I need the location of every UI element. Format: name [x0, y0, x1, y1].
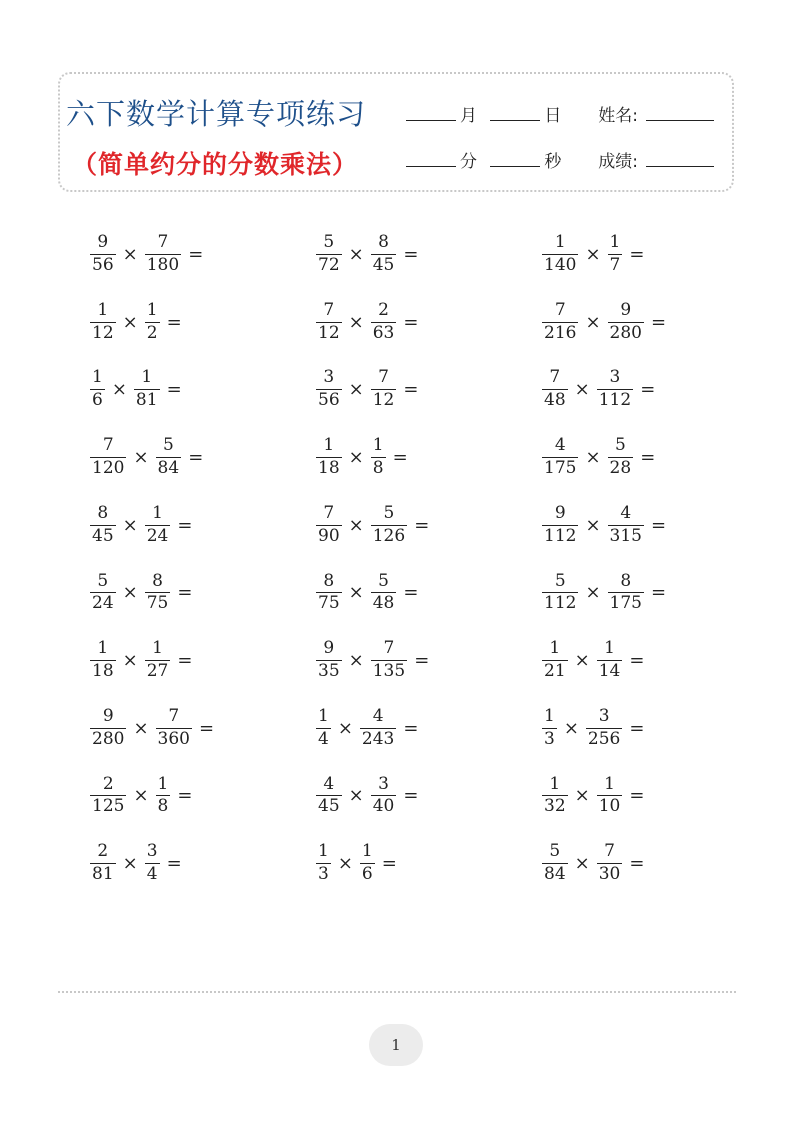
- fraction-left: [542, 640, 568, 681]
- denominator: 8: [157, 796, 169, 817]
- fraction-right: [608, 570, 644, 614]
- times-sign: ×: [574, 379, 590, 401]
- equals-sign: =: [403, 243, 419, 265]
- problem-item: [88, 502, 197, 546]
- times-sign: ×: [574, 853, 590, 875]
- fraction-right: [608, 234, 623, 275]
- numerator: 5: [162, 435, 174, 456]
- denominator: 81: [92, 864, 114, 885]
- numerator: 5: [549, 841, 561, 862]
- denominator: 30: [598, 864, 621, 885]
- times-sign: ×: [348, 582, 364, 604]
- fraction-left: [90, 640, 116, 681]
- fraction-left: [90, 570, 116, 614]
- problem-item: [540, 369, 660, 410]
- fraction-right: [360, 705, 396, 749]
- equals-sign: =: [392, 446, 408, 468]
- denominator: 243: [361, 728, 395, 749]
- numerator: 7: [604, 841, 615, 862]
- equals-sign: =: [403, 311, 419, 333]
- denominator: 24: [92, 593, 114, 614]
- denominator: 12: [318, 322, 340, 343]
- times-sign: ×: [337, 717, 353, 739]
- numerator: 7: [102, 435, 114, 456]
- fraction-right: [608, 502, 644, 546]
- numerator: 7: [554, 299, 566, 320]
- numerator: 1: [544, 705, 555, 726]
- numerator: 4: [372, 705, 384, 726]
- fraction-left: [542, 773, 568, 817]
- fraction-left: [90, 369, 105, 410]
- denominator: 63: [372, 322, 395, 343]
- numerator: 1: [549, 638, 561, 659]
- denominator: 112: [598, 390, 632, 411]
- numerator: 9: [554, 502, 566, 523]
- numerator: 3: [598, 705, 610, 726]
- denominator: 2: [146, 322, 158, 343]
- denominator: 48: [544, 390, 566, 411]
- fraction-left: [316, 705, 331, 749]
- fraction-right: [145, 843, 160, 884]
- denominator: 21: [544, 661, 566, 682]
- problem-item: [88, 437, 208, 478]
- fraction-left: [90, 234, 116, 275]
- problem-item: [88, 640, 197, 681]
- second-label: 秒: [544, 152, 562, 172]
- numerator: 3: [323, 367, 335, 388]
- equals-sign: =: [651, 311, 667, 333]
- equals-sign: =: [177, 582, 193, 604]
- times-sign: ×: [133, 446, 149, 468]
- numerator: 9: [323, 638, 335, 659]
- denominator: 45: [318, 796, 340, 817]
- problem-item: [314, 705, 423, 749]
- fraction-left: [542, 299, 578, 343]
- numerator: 1: [318, 705, 329, 726]
- times-sign: ×: [585, 243, 601, 265]
- numerator: 1: [323, 435, 335, 456]
- times-sign: ×: [133, 717, 149, 739]
- numerator: 3: [609, 367, 621, 388]
- times-sign: ×: [122, 853, 138, 875]
- fraction-right: [145, 234, 181, 275]
- fraction-right: [145, 299, 160, 343]
- denominator: 360: [157, 728, 190, 749]
- fraction-left: [542, 437, 578, 478]
- denominator: 45: [372, 254, 395, 275]
- numerator: 1: [372, 435, 384, 456]
- denominator: 48: [372, 593, 395, 614]
- numerator: 1: [146, 299, 158, 320]
- numerator: 1: [97, 638, 109, 659]
- numerator: 1: [554, 232, 566, 252]
- denominator: 10: [598, 796, 621, 817]
- equals-sign: =: [177, 785, 193, 807]
- numerator: 7: [323, 299, 335, 320]
- equals-sign: =: [188, 446, 204, 468]
- numerator: 4: [554, 435, 566, 456]
- times-sign: ×: [348, 379, 364, 401]
- fraction-left: [542, 570, 578, 614]
- denominator: 6: [92, 390, 103, 411]
- problem-item: [314, 640, 434, 681]
- worksheet-subtitle: （简单约分的分数乘法）: [72, 150, 359, 179]
- problem-item: [314, 369, 423, 410]
- equals-sign: =: [629, 853, 645, 875]
- times-sign: ×: [585, 446, 601, 468]
- times-sign: ×: [122, 514, 138, 536]
- numerator: 1: [318, 841, 329, 862]
- numerator: 5: [323, 232, 335, 252]
- denominator: 18: [318, 457, 340, 478]
- fraction-left: [90, 299, 116, 343]
- problem-item: [88, 773, 197, 817]
- times-sign: ×: [133, 785, 149, 807]
- problem-item: [88, 843, 187, 884]
- fraction-left: [542, 234, 578, 275]
- equals-sign: =: [403, 379, 419, 401]
- denominator: 56: [92, 254, 114, 275]
- denominator: 315: [609, 525, 642, 546]
- numerator: 1: [157, 773, 169, 794]
- numerator: 7: [378, 367, 389, 388]
- fraction-right: [586, 705, 622, 749]
- fraction-right: [145, 502, 171, 546]
- equals-sign: =: [651, 514, 667, 536]
- numerator: 8: [97, 502, 109, 523]
- denominator: 8: [372, 457, 384, 478]
- numerator: 1: [361, 841, 373, 862]
- times-sign: ×: [348, 446, 364, 468]
- denominator: 14: [598, 661, 621, 682]
- numerator: 5: [378, 570, 389, 591]
- equals-sign: =: [629, 243, 645, 265]
- numerator: 7: [157, 232, 169, 252]
- problem-item: [314, 773, 423, 817]
- denominator: 12: [92, 322, 114, 343]
- times-sign: ×: [122, 243, 138, 265]
- fraction-right: [371, 437, 386, 478]
- fraction-right: [597, 773, 623, 817]
- problem-item: [314, 437, 413, 478]
- numerator: 1: [141, 367, 153, 388]
- numerator: 9: [97, 232, 109, 252]
- numerator: 7: [323, 502, 335, 523]
- problem-item: [540, 640, 649, 681]
- times-sign: ×: [585, 582, 601, 604]
- equals-sign: =: [403, 582, 419, 604]
- denominator: 90: [318, 525, 340, 546]
- times-sign: ×: [585, 311, 601, 333]
- denominator: 27: [146, 661, 169, 682]
- worksheet-title: 六下数学计算专项练习: [66, 97, 367, 131]
- equals-sign: =: [199, 717, 215, 739]
- fraction-right: [608, 299, 644, 343]
- fraction-right: [371, 502, 407, 546]
- equals-sign: =: [629, 785, 645, 807]
- equals-sign: =: [629, 650, 645, 672]
- numerator: 1: [97, 299, 109, 320]
- times-sign: ×: [122, 650, 138, 672]
- times-sign: ×: [563, 717, 579, 739]
- times-sign: ×: [348, 650, 364, 672]
- fraction-left: [316, 640, 342, 681]
- fraction-right: [134, 369, 160, 410]
- denominator: 81: [135, 390, 158, 411]
- times-sign: ×: [585, 514, 601, 536]
- denominator: 280: [92, 728, 125, 749]
- problem-item: [314, 502, 434, 546]
- denominator: 84: [544, 864, 566, 885]
- numerator: 7: [168, 705, 180, 726]
- problem-item: [314, 843, 402, 884]
- numerator: 2: [97, 841, 109, 862]
- equals-sign: =: [403, 785, 419, 807]
- denominator: 84: [157, 457, 180, 478]
- equals-sign: =: [640, 446, 656, 468]
- times-sign: ×: [122, 311, 138, 333]
- denominator: 3: [318, 864, 329, 885]
- equals-sign: =: [381, 853, 397, 875]
- numerator: 5: [97, 570, 109, 591]
- times-sign: ×: [348, 514, 364, 536]
- numerator: 8: [323, 570, 335, 591]
- fraction-right: [597, 843, 623, 884]
- denominator: 24: [146, 525, 169, 546]
- denominator: 180: [146, 254, 180, 275]
- problem-item: [314, 570, 423, 614]
- fraction-left: [316, 773, 342, 817]
- fraction-right: [371, 234, 397, 275]
- equals-sign: =: [629, 717, 645, 739]
- denominator: 175: [544, 457, 577, 478]
- numerator: 1: [609, 232, 621, 252]
- fraction-right: [156, 437, 182, 478]
- fraction-left: [316, 437, 342, 478]
- fraction-left: [90, 843, 116, 884]
- fraction-left: [316, 502, 342, 546]
- equals-sign: =: [177, 650, 193, 672]
- name-label: 姓名:: [598, 106, 638, 126]
- equals-sign: =: [414, 650, 430, 672]
- numerator: 5: [383, 502, 395, 523]
- fraction-right: [608, 437, 634, 478]
- denominator: 75: [146, 593, 169, 614]
- numerator: 5: [614, 435, 626, 456]
- numerator: 5: [554, 570, 566, 591]
- denominator: 40: [372, 796, 395, 817]
- numerator: 1: [604, 773, 615, 794]
- denominator: 3: [544, 728, 555, 749]
- numerator: 8: [620, 570, 632, 591]
- fraction-right: [371, 773, 397, 817]
- denominator: 120: [92, 457, 125, 478]
- denominator: 140: [544, 254, 577, 275]
- times-sign: ×: [348, 243, 364, 265]
- equals-sign: =: [188, 243, 204, 265]
- numerator: 9: [620, 299, 632, 320]
- footer-divider: [58, 991, 736, 993]
- equals-sign: =: [166, 379, 182, 401]
- problem-item: [540, 437, 660, 478]
- numerator: 1: [152, 638, 163, 659]
- denominator: 12: [372, 390, 395, 411]
- denominator: 4: [146, 864, 158, 885]
- fraction-right: [156, 773, 171, 817]
- denominator: 112: [544, 525, 577, 546]
- denominator: 6: [361, 864, 373, 885]
- denominator: 18: [92, 661, 114, 682]
- fraction-left: [316, 570, 342, 614]
- denominator: 216: [544, 322, 577, 343]
- fraction-right: [371, 299, 397, 343]
- fraction-left: [316, 369, 342, 410]
- equals-sign: =: [640, 379, 656, 401]
- numerator: 1: [92, 367, 103, 388]
- equals-sign: =: [166, 853, 182, 875]
- fraction-right: [371, 570, 397, 614]
- denominator: 126: [372, 525, 406, 546]
- denominator: 7: [609, 254, 621, 275]
- minute-label: 分: [460, 152, 477, 172]
- numerator: 7: [383, 638, 395, 659]
- fraction-left: [316, 299, 342, 343]
- numerator: 1: [604, 638, 615, 659]
- denominator: 75: [318, 593, 340, 614]
- problem-item: [540, 705, 649, 749]
- denominator: 45: [92, 525, 114, 546]
- times-sign: ×: [574, 650, 590, 672]
- fraction-left: [316, 843, 331, 884]
- times-sign: ×: [348, 785, 364, 807]
- problem-item: [88, 299, 187, 343]
- denominator: 280: [609, 322, 642, 343]
- problem-item: [314, 234, 423, 275]
- denominator: 32: [544, 796, 566, 817]
- denominator: 112: [544, 593, 577, 614]
- problem-item: [540, 773, 649, 817]
- problem-item: [540, 843, 649, 884]
- equals-sign: =: [403, 717, 419, 739]
- times-sign: ×: [574, 785, 590, 807]
- problem-item: [314, 299, 423, 343]
- problem-item: [88, 570, 197, 614]
- numerator: 3: [378, 773, 389, 794]
- numerator: 7: [549, 367, 561, 388]
- denominator: 4: [318, 728, 329, 749]
- numerator: 9: [102, 705, 114, 726]
- page-number: 1: [369, 1024, 423, 1066]
- fraction-right: [145, 640, 171, 681]
- denominator: 135: [372, 661, 406, 682]
- fraction-left: [316, 234, 342, 275]
- problem-item: [88, 234, 208, 275]
- score-label: 成绩:: [598, 152, 638, 172]
- fraction-right: [360, 843, 375, 884]
- numerator: 8: [378, 232, 389, 252]
- month-label: 月: [460, 106, 477, 126]
- fraction-left: [542, 369, 568, 410]
- problem-item: [540, 570, 671, 614]
- times-sign: ×: [111, 379, 127, 401]
- numerator: 1: [152, 502, 163, 523]
- numerator: 4: [323, 773, 335, 794]
- denominator: 28: [609, 457, 632, 478]
- fraction-left: [90, 502, 116, 546]
- numerator: 4: [620, 502, 632, 523]
- problem-item: [88, 369, 187, 410]
- fraction-left: [542, 843, 568, 884]
- fraction-left: [542, 705, 557, 749]
- problem-item: [88, 705, 219, 749]
- denominator: 56: [318, 390, 340, 411]
- problem-item: [540, 502, 671, 546]
- problem-item: [540, 299, 671, 343]
- fraction-right: [597, 640, 623, 681]
- fraction-right: [145, 570, 171, 614]
- numerator: 2: [102, 773, 114, 794]
- fraction-left: [542, 502, 578, 546]
- fraction-right: [156, 705, 192, 749]
- fraction-right: [597, 369, 633, 410]
- fraction-left: [90, 773, 126, 817]
- equals-sign: =: [414, 514, 430, 536]
- denominator: 35: [318, 661, 340, 682]
- numerator: 8: [152, 570, 163, 591]
- fraction-left: [90, 705, 126, 749]
- times-sign: ×: [122, 582, 138, 604]
- numerator: 1: [549, 773, 561, 794]
- denominator: 125: [92, 796, 125, 817]
- denominator: 175: [609, 593, 642, 614]
- times-sign: ×: [337, 853, 353, 875]
- day-label: 日: [544, 106, 562, 126]
- times-sign: ×: [348, 311, 364, 333]
- equals-sign: =: [166, 311, 182, 333]
- equals-sign: =: [651, 582, 667, 604]
- numerator: 3: [146, 841, 158, 862]
- numerator: 2: [378, 299, 389, 320]
- problem-item: [540, 234, 649, 275]
- fraction-left: [90, 437, 126, 478]
- denominator: 256: [587, 728, 621, 749]
- fraction-right: [371, 369, 397, 410]
- denominator: 72: [318, 254, 340, 275]
- equals-sign: =: [177, 514, 193, 536]
- fraction-right: [371, 640, 407, 681]
